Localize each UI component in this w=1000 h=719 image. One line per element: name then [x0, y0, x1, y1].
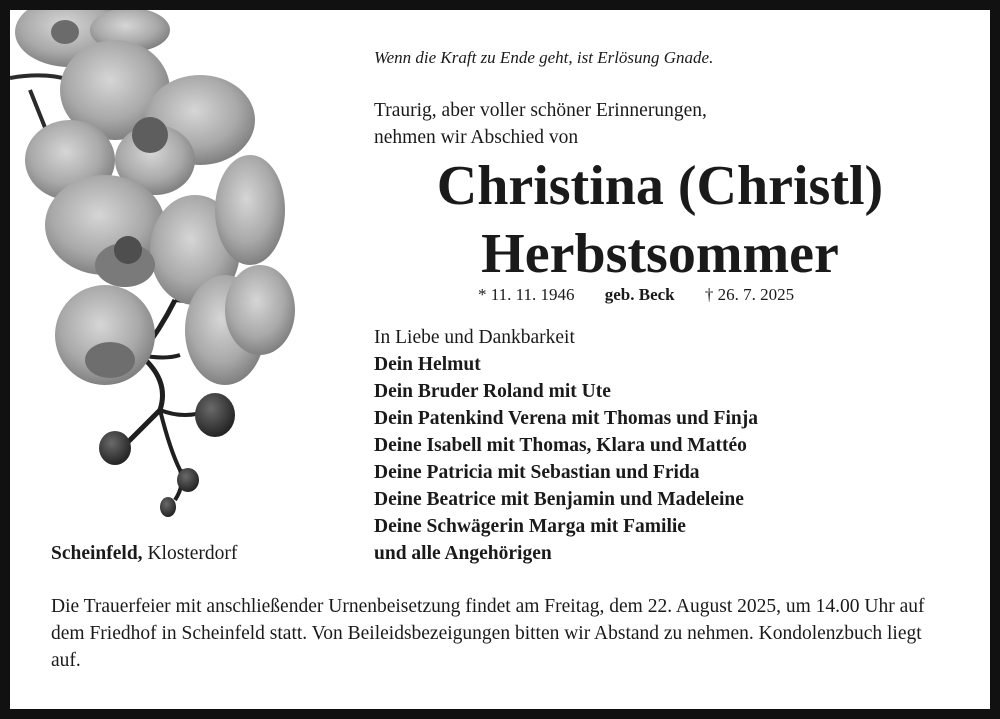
mourner: Dein Bruder Roland mit Ute — [374, 381, 611, 402]
mourners-list — [374, 324, 758, 567]
orchid-image — [10, 10, 310, 530]
mourner: Dein Patenkind Verena mit Thomas und Finja — [374, 408, 758, 429]
mourner: Deine Schwägerin Marga mit Familie — [374, 516, 686, 537]
mourner: Deine Isabell mit Thomas, Klara und Mattéo — [374, 435, 747, 456]
intro-text — [374, 97, 707, 151]
mourners-lead: In Liebe und Dankbarkeit — [374, 327, 575, 348]
maiden-name: geb. Beck — [604, 285, 675, 304]
mourner: Deine Beatrice mit Benjamin und Madeleine — [374, 489, 744, 510]
birth-date: * 11. 11. 1946 — [478, 285, 575, 304]
deceased-surname: Herbstsommer — [481, 223, 839, 285]
mourner: Deine Patricia mit Sebastian und Frida — [374, 462, 700, 483]
funeral-notice: Die Trauerfeier mit anschließender Urnenbeisetzung findet am Freitag, dem 22. August 2025, um 14.00 Uhr auf dem Friedhof in Scheinfeld statt. Von Beileidsbezeigungen bitten wir Abstand zu nehmen. Kondolenzbuch liegt auf. — [51, 596, 925, 671]
motto: Wenn die Kraft zu Ende geht, ist Erlösung Gnade. — [374, 48, 714, 67]
intro-line: nehmen wir Abschied von — [374, 127, 579, 148]
life-dates — [478, 285, 794, 305]
mourner: und alle Angehörigen — [374, 543, 552, 564]
deceased-name: Christina (Christl) — [436, 155, 884, 217]
place-district: Klosterdorf — [147, 543, 238, 564]
mourner: Dein Helmut — [374, 354, 481, 375]
place-town: Scheinfeld, — [51, 543, 143, 564]
death-date: † 26. 7. 2025 — [704, 285, 795, 304]
intro-line: Traurig, aber voller schöner Erinnerungen, — [374, 100, 707, 121]
place — [51, 543, 237, 565]
